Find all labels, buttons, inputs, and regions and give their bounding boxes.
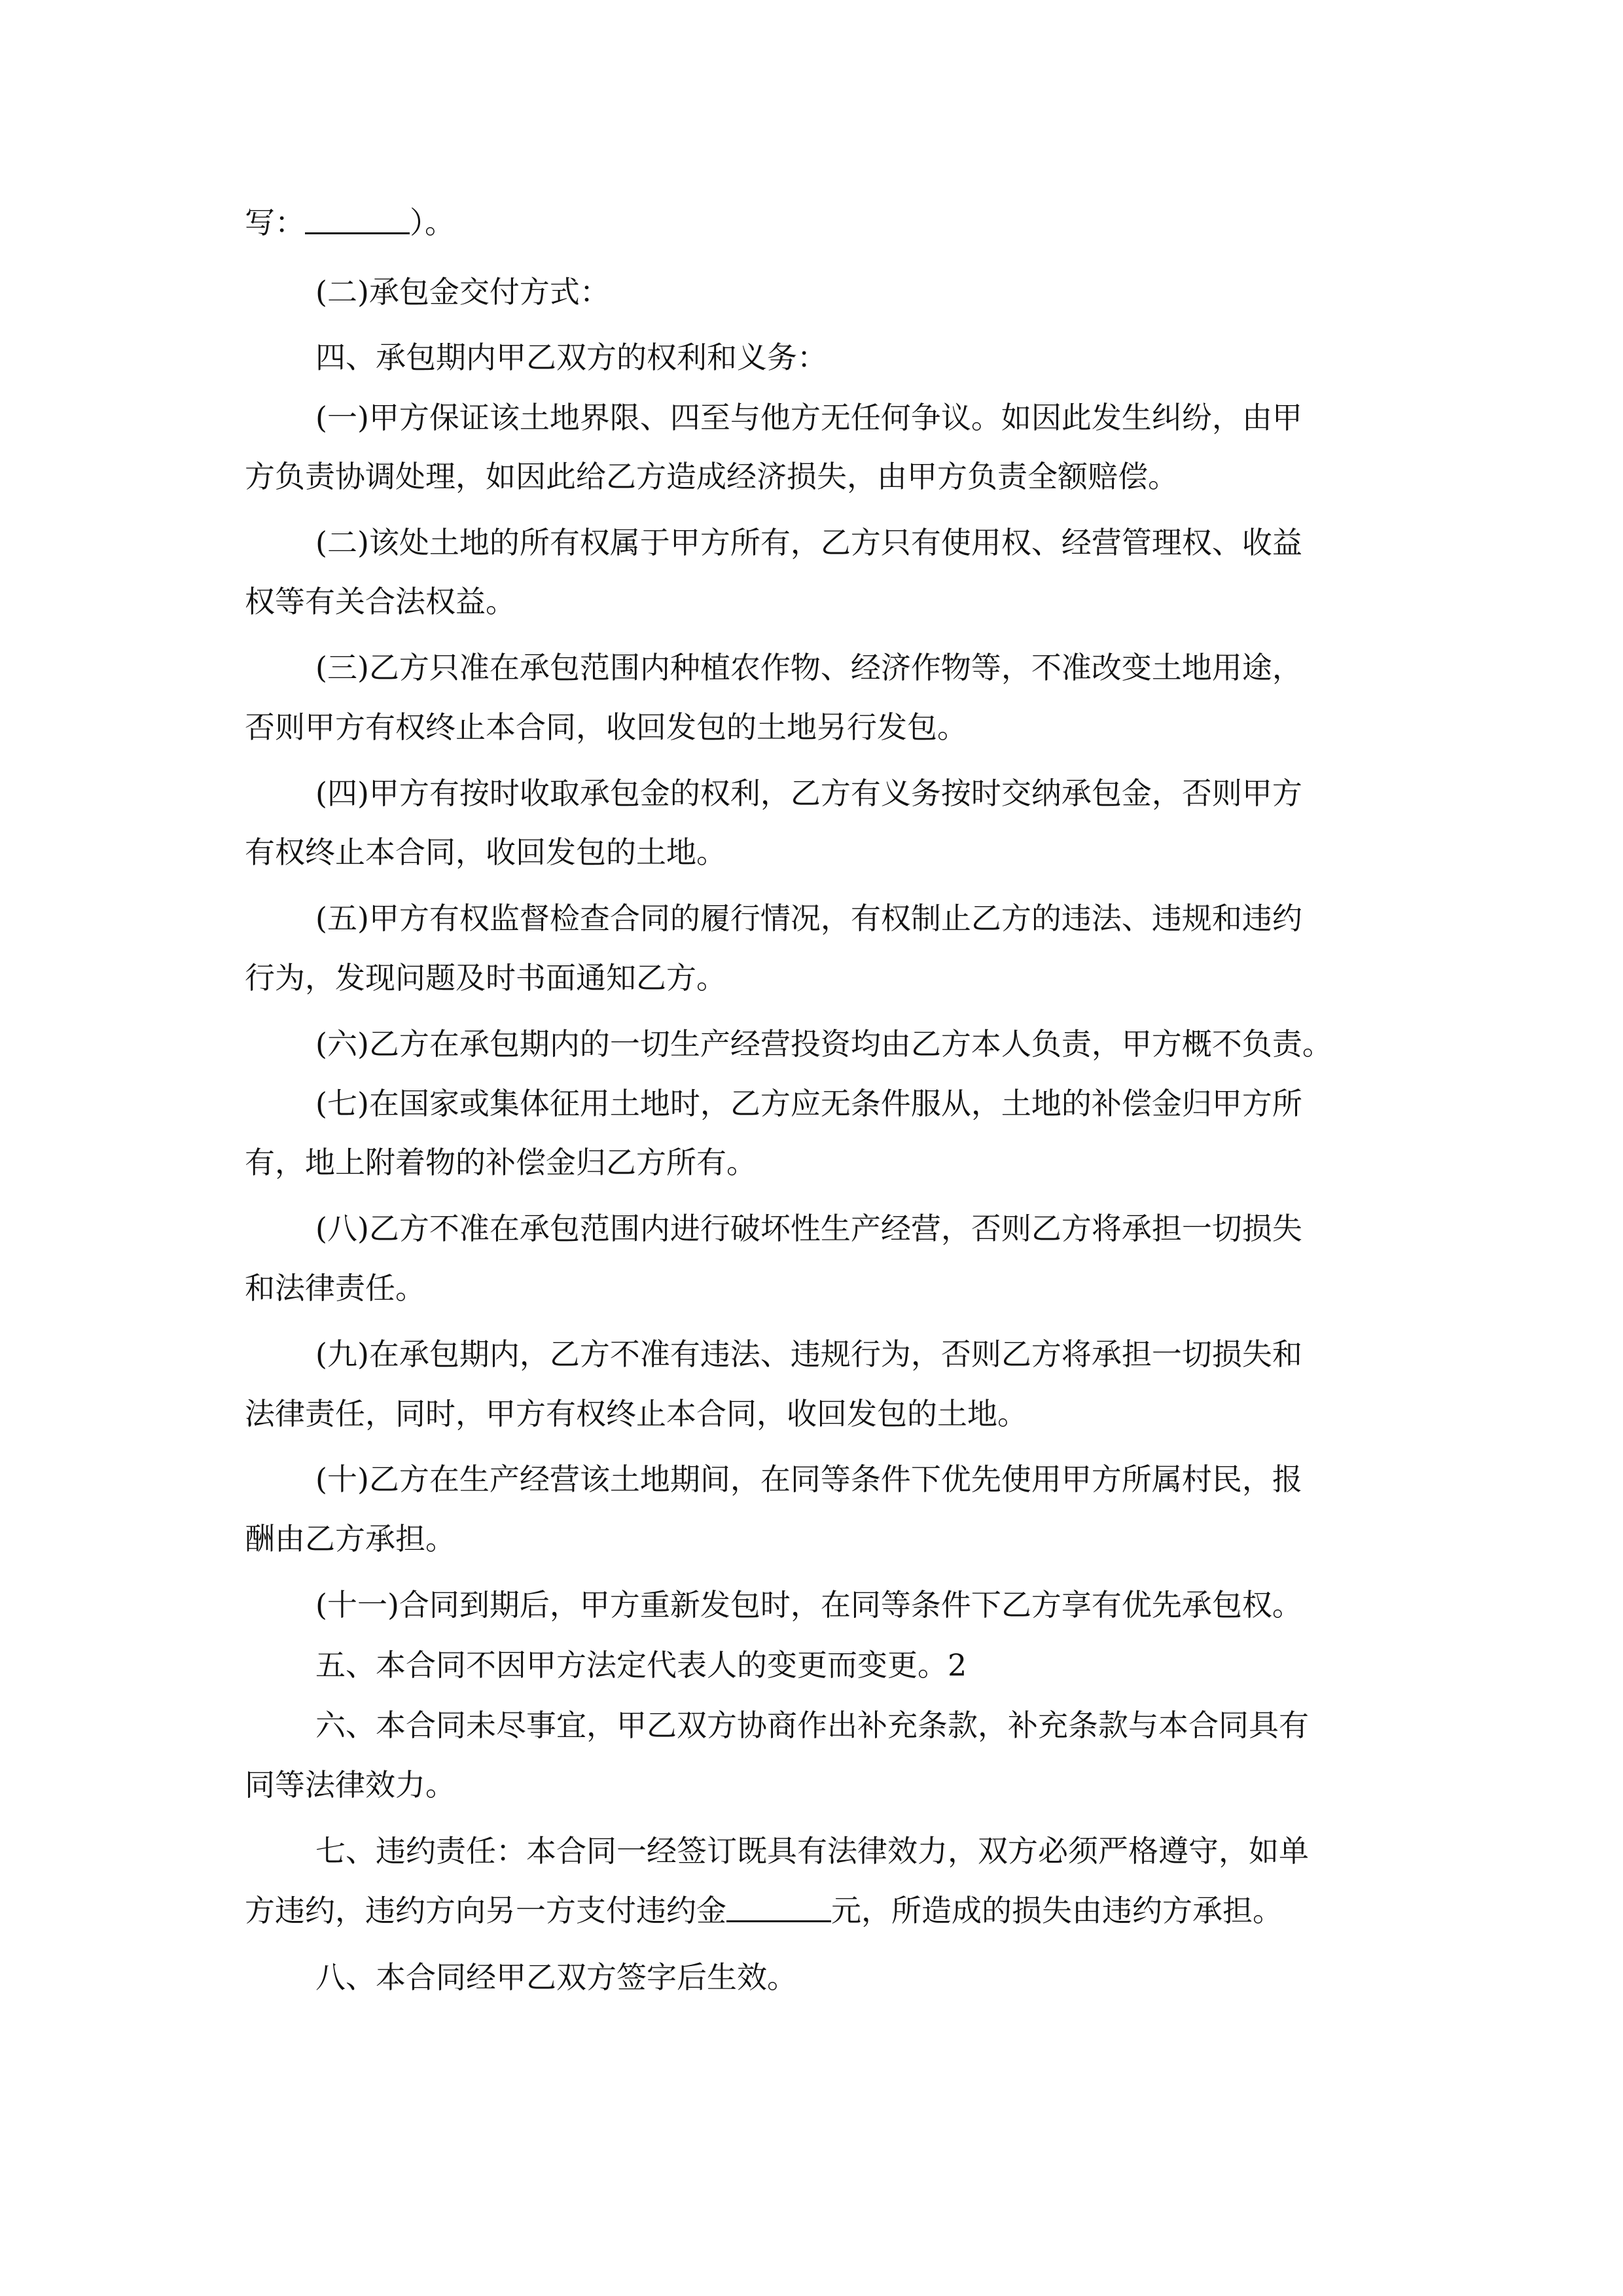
blank-field (305, 206, 410, 234)
line-text: 方违约，违约方向另一方支付违约金 (245, 1893, 726, 1928)
section-4-heading: 四、承包期内甲乙双方的权利和义务： (315, 340, 827, 375)
line-text: ）。 (410, 205, 455, 240)
clause-4-8-line-1: (八)乙方不准在承包范围内进行破坏性生产经营，否则乙方将承担一切损失 (315, 1211, 1302, 1246)
clause-4-4-line-2: 有权终止本合同，收回发包的土地。 (245, 834, 726, 870)
clause-4-11: (十一)合同到期后，甲方重新发包时，在同等条件下乙方享有优先承包权。 (315, 1587, 1302, 1623)
section-5: 五、本合同不因甲方法定代表人的变更而变更。2 (315, 1647, 967, 1683)
section-6-line-1: 六、本合同未尽事宜，甲乙双方协商作出补充条款，补充条款与本合同具有 (315, 1708, 1309, 1743)
clause-4-9-line-2: 法律责任，同时，甲方有权终止本合同，收回发包的土地。 (245, 1396, 1027, 1431)
section-7-line-2 (245, 1890, 1283, 1931)
clause-4-9-line-1: (九)在承包期内，乙方不准有违法、违规行为，否则乙方将承担一切损失和 (315, 1336, 1302, 1372)
clause-4-5-line-2: 行为，发现问题及时书面通知乙方。 (245, 960, 726, 996)
clause-3-2-heading: (二)承包金交付方式： (315, 274, 610, 310)
clause-4-5-line-1: (五)甲方有权监督检查合同的履行情况，有权制止乙方的违法、违规和违约 (315, 901, 1302, 936)
clause-4-3-line-1: (三)乙方只准在承包范围内种植农作物、经济作物等，不准改变土地用途， (315, 650, 1302, 685)
line-text: 写： (245, 205, 305, 240)
line-text: 元，所造成的损失由违约方承担。 (831, 1893, 1283, 1928)
clause-4-6: (六)乙方在承包期内的一切生产经营投资均由乙方本人负责，甲方概不负责。 (315, 1026, 1332, 1062)
clause-4-2-line-2: 权等有关合法权益。 (245, 584, 516, 619)
clause-4-10-line-1: (十)乙方在生产经营该土地期间，在同等条件下优先使用甲方所属村民，报 (315, 1462, 1302, 1497)
clause-4-3-line-2: 否则甲方有权终止本合同，收回发包的土地另行发包。 (245, 709, 967, 745)
clause-4-7-line-1: (七)在国家或集体征用土地时，乙方应无条件服从，土地的补偿金归甲方所 (315, 1086, 1302, 1121)
section-6-line-2: 同等法律效力。 (245, 1767, 455, 1803)
section-8: 八、本合同经甲乙双方签字后生效。 (315, 1960, 797, 1995)
clause-4-1-line-2: 方负责协调处理，如因此给乙方造成经济损失，由甲方负责全额赔偿。 (245, 459, 1178, 494)
clause-4-2-line-1: (二)该处土地的所有权属于甲方所有，乙方只有使用权、经营管理权、收益 (315, 525, 1302, 560)
section-7-line-1: 七、违约责任：本合同一经签订既具有法律效力，双方必须严格遵守，如单 (315, 1833, 1309, 1869)
blank-field (726, 1894, 831, 1922)
clause-4-8-line-2: 和法律责任。 (245, 1270, 425, 1306)
clause-4-1-line-1: (一)甲方保证该土地界限、四至与他方无任何争议。如因此发生纠纷，由甲 (315, 400, 1302, 435)
clause-4-4-line-1: (四)甲方有按时收取承包金的权利，乙方有义务按时交纳承包金，否则甲方 (315, 776, 1302, 811)
clause-4-10-line-2: 酬由乙方承担。 (245, 1521, 455, 1556)
clause-4-7-line-2: 有，地上附着物的补偿金归乙方所有。 (245, 1145, 757, 1180)
line-payment-amount-tail (245, 202, 455, 243)
